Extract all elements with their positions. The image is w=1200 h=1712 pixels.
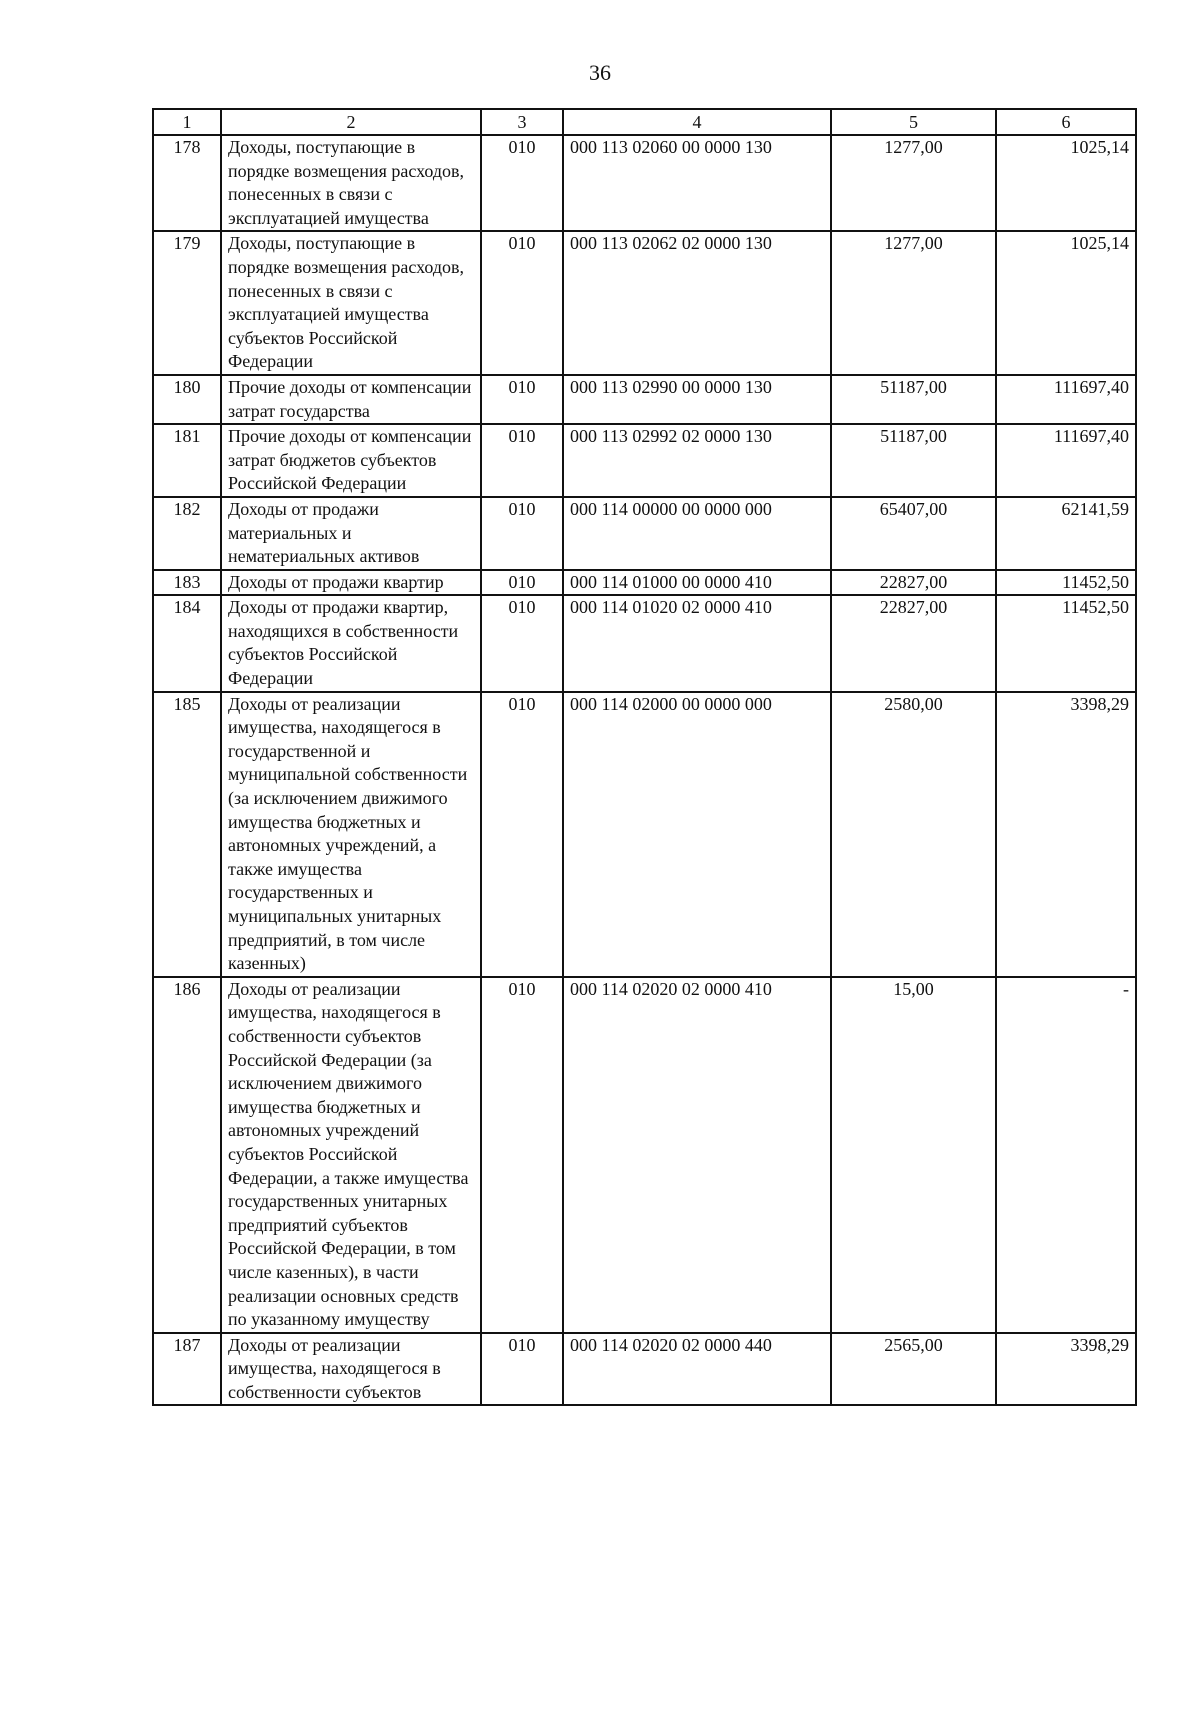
row-fact-value: 1025,14 — [996, 135, 1136, 231]
table-row — [153, 1333, 1136, 1406]
table-row — [153, 231, 1136, 375]
row-fact-value: 3398,29 — [996, 692, 1136, 977]
row-org-code: 010 — [481, 1333, 563, 1406]
row-org-code: 010 — [481, 424, 563, 497]
row-fact-value: 62141,59 — [996, 497, 1136, 570]
row-plan-value: 2565,00 — [831, 1333, 996, 1406]
row-budget-code: 000 114 01020 02 0000 410 — [563, 595, 831, 691]
row-budget-code: 000 114 01000 00 0000 410 — [563, 570, 831, 596]
row-budget-code: 000 114 02000 00 0000 000 — [563, 692, 831, 977]
row-budget-code: 000 114 00000 00 0000 000 — [563, 497, 831, 570]
row-fact-value: 1025,14 — [996, 231, 1136, 375]
row-fact-value: 111697,40 — [996, 375, 1136, 424]
table-row — [153, 424, 1136, 497]
row-fact-value: 11452,50 — [996, 595, 1136, 691]
row-plan-value: 1277,00 — [831, 135, 996, 231]
header-cell-code: 4 — [563, 109, 831, 135]
revenue-table — [152, 108, 1137, 1406]
row-name: Прочие доходы от компенсации затрат государства — [221, 375, 481, 424]
row-plan-value: 65407,00 — [831, 497, 996, 570]
row-org-code: 010 — [481, 375, 563, 424]
table-row — [153, 977, 1136, 1333]
row-budget-code: 000 113 02060 00 0000 130 — [563, 135, 831, 231]
row-number: 187 — [153, 1333, 221, 1406]
row-name: Доходы от продажи квартир, находящихся в собственности субъектов Российской Федерации — [221, 595, 481, 691]
row-name: Доходы, поступающие в порядке возмещения расходов, понесенных в связи с эксплуатацией имущества субъектов Российской Федерации — [221, 231, 481, 375]
row-org-code: 010 — [481, 692, 563, 977]
header-cell-num: 1 — [153, 109, 221, 135]
row-number: 184 — [153, 595, 221, 691]
row-org-code: 010 — [481, 231, 563, 375]
header-cell-name: 2 — [221, 109, 481, 135]
row-fact-value: 11452,50 — [996, 570, 1136, 596]
row-number: 181 — [153, 424, 221, 497]
row-org-code: 010 — [481, 977, 563, 1333]
table-row — [153, 375, 1136, 424]
row-name: Доходы от реализации имущества, находящегося в собственности субъектов Российской Федерации (за исключением движимого имущества бюджетных и автономных учреждений субъектов Российской Федерации, а также имущества государственных унитарных предприятий субъектов Российской Федерации, в том числе казенных), в части реализации основных средств по указанному имуществу — [221, 977, 481, 1333]
table-header-row — [153, 109, 1136, 135]
table-row — [153, 497, 1136, 570]
row-fact-value: - — [996, 977, 1136, 1333]
row-name: Доходы от реализации имущества, находящегося в собственности субъектов — [221, 1333, 481, 1406]
table-row — [153, 692, 1136, 977]
row-number: 180 — [153, 375, 221, 424]
row-budget-code: 000 113 02992 02 0000 130 — [563, 424, 831, 497]
row-name: Прочие доходы от компенсации затрат бюджетов субъектов Российской Федерации — [221, 424, 481, 497]
row-budget-code: 000 114 02020 02 0000 410 — [563, 977, 831, 1333]
row-plan-value: 15,00 — [831, 977, 996, 1333]
row-plan-value: 22827,00 — [831, 570, 996, 596]
row-budget-code: 000 113 02990 00 0000 130 — [563, 375, 831, 424]
row-number: 179 — [153, 231, 221, 375]
row-org-code: 010 — [481, 135, 563, 231]
row-org-code: 010 — [481, 595, 563, 691]
row-plan-value: 51187,00 — [831, 375, 996, 424]
row-org-code: 010 — [481, 570, 563, 596]
row-name: Доходы от продажи квартир — [221, 570, 481, 596]
row-number: 183 — [153, 570, 221, 596]
table-row — [153, 135, 1136, 231]
row-plan-value: 51187,00 — [831, 424, 996, 497]
row-budget-code: 000 113 02062 02 0000 130 — [563, 231, 831, 375]
row-plan-value: 1277,00 — [831, 231, 996, 375]
table-row — [153, 595, 1136, 691]
row-number: 182 — [153, 497, 221, 570]
row-name: Доходы, поступающие в порядке возмещения расходов, понесенных в связи с эксплуатацией имущества — [221, 135, 481, 231]
table-row — [153, 570, 1136, 596]
row-number: 178 — [153, 135, 221, 231]
header-cell-fact: 6 — [996, 109, 1136, 135]
header-cell-org: 3 — [481, 109, 563, 135]
row-budget-code: 000 114 02020 02 0000 440 — [563, 1333, 831, 1406]
row-number: 186 — [153, 977, 221, 1333]
row-plan-value: 2580,00 — [831, 692, 996, 977]
row-fact-value: 111697,40 — [996, 424, 1136, 497]
page-number: 36 — [589, 60, 611, 85]
row-number: 185 — [153, 692, 221, 977]
row-plan-value: 22827,00 — [831, 595, 996, 691]
row-name: Доходы от реализации имущества, находящегося в государственной и муниципальной собственности (за исключением движимого имущества бюджетных и автономных учреждений, а также имущества государственных и муниципальных унитарных предприятий, в том числе казенных) — [221, 692, 481, 977]
header-cell-plan: 5 — [831, 109, 996, 135]
row-org-code: 010 — [481, 497, 563, 570]
row-name: Доходы от продажи материальных и нематериальных активов — [221, 497, 481, 570]
row-fact-value: 3398,29 — [996, 1333, 1136, 1406]
